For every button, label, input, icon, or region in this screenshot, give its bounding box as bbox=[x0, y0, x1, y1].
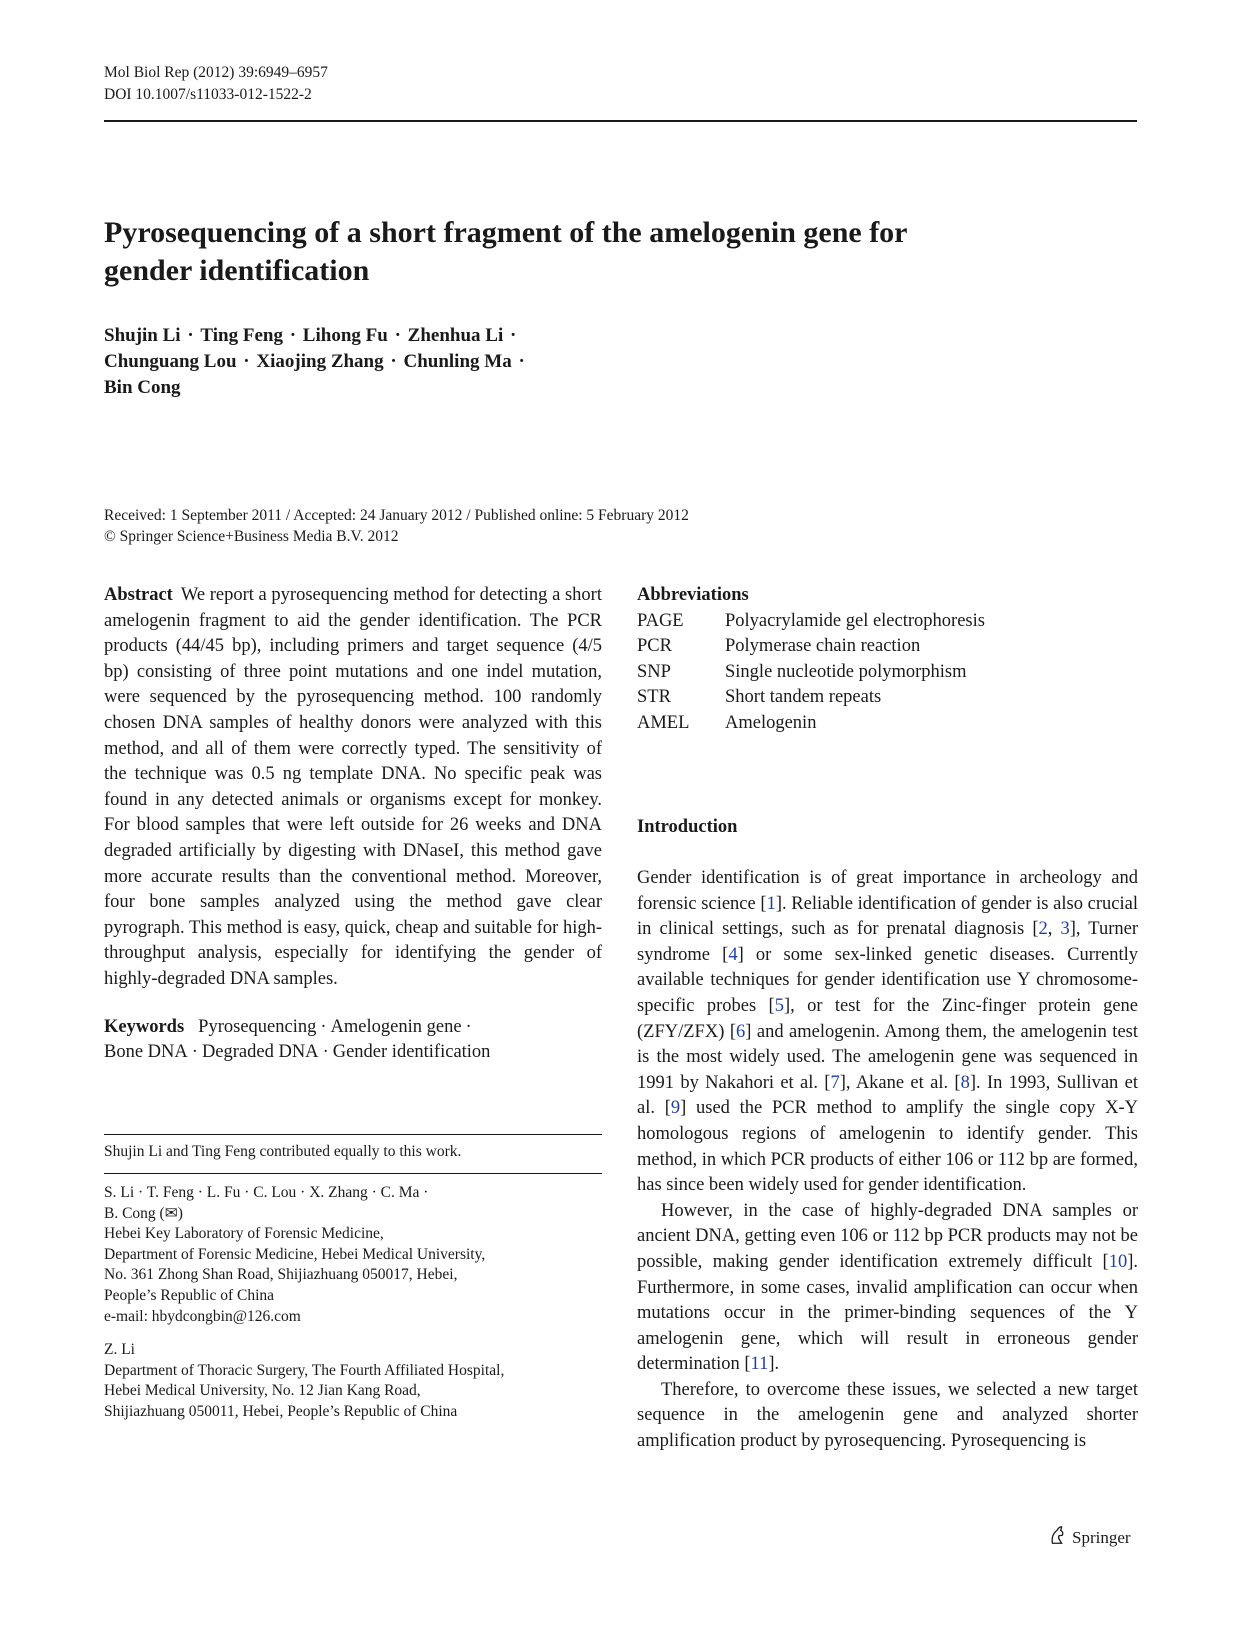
introduction-body bbox=[637, 866, 1138, 1455]
publication-dates bbox=[104, 505, 689, 547]
author-separator: · bbox=[513, 351, 525, 372]
intro-text: However, in the case of highly-degraded DNA samples or ancient DNA, getting even 106 or 112 bp PCR products may not be possible, making gender identification extremely difficult [ bbox=[637, 1200, 1138, 1272]
affiliation-line: Department of Thoracic Surgery, The Fourth Affiliated Hospital, bbox=[104, 1361, 505, 1379]
affiliation-line: People’s Republic of China bbox=[104, 1286, 275, 1304]
author-separator: · bbox=[284, 325, 301, 346]
springer-horse-icon bbox=[1046, 1524, 1068, 1551]
footnote-rule bbox=[104, 1173, 602, 1174]
affiliation-line: Shijiazhuang 050011, Hebei, People’s Republic of China bbox=[104, 1402, 458, 1420]
affiliation-line: Hebei Key Laboratory of Forensic Medicine, bbox=[104, 1225, 384, 1243]
author-separator: · bbox=[385, 351, 402, 372]
citation-link[interactable]: 3 bbox=[1060, 919, 1070, 940]
intro-text: ]. Furthermore, in some cases, invalid amplification can occur when mutations occur in the primer-binding sequences of the Y amelogenin gene, which will result in erroneous gender determination [ bbox=[637, 1251, 1138, 1375]
left-column bbox=[104, 583, 602, 1066]
author-name: Zhenhua Li bbox=[407, 325, 504, 346]
abstract bbox=[104, 583, 602, 993]
paper-title: Pyrosequencing of a short fragment of the amelogenin gene for gender identification bbox=[104, 216, 907, 287]
author-name: Shujin Li bbox=[104, 325, 181, 346]
affiliation-line: Hebei Medical University, No. 12 Jian Kang Road, bbox=[104, 1382, 421, 1400]
author-name: Chunling Ma bbox=[403, 351, 512, 372]
keyword: Gender identification bbox=[332, 1042, 491, 1063]
equal-contribution-note: Shujin Li and Ting Feng contributed equally to this work. bbox=[104, 1143, 462, 1160]
intro-text: ]. In 1993, Sullivan et al. [ bbox=[637, 1072, 1138, 1119]
abbreviation-row bbox=[637, 685, 985, 711]
footnote-rule bbox=[104, 1134, 602, 1135]
keyword-separator: · bbox=[322, 1042, 329, 1063]
abstract-label: Abstract bbox=[104, 585, 173, 605]
affiliation-line: No. 361 Zhong Shan Road, Shijiazhuang 050017, Hebei, bbox=[104, 1266, 458, 1284]
citation-link[interactable]: 11 bbox=[750, 1354, 769, 1375]
journal-line: Mol Biol Rep (2012) 39:6949–6957 bbox=[104, 64, 328, 81]
affiliation-authors: S. Li · T. Feng · L. Fu · C. Lou · X. Zhang · C. Ma · bbox=[104, 1184, 429, 1201]
keywords bbox=[104, 1015, 602, 1066]
citation-link[interactable]: 4 bbox=[728, 944, 738, 965]
intro-text: , bbox=[1047, 919, 1061, 940]
abbreviations-title: Abbreviations bbox=[637, 585, 749, 605]
intro-text: ] used the PCR method to amplify the single copy X-Y homologous regions of amelogenin to identify gender. This method, in which PCR products of either 106 or 112 bp are formed, has since been widely used for gender identification. bbox=[637, 1098, 1138, 1196]
author-separator: · bbox=[182, 325, 199, 346]
author-name: Xiaojing Zhang bbox=[256, 351, 384, 372]
publisher-name: Springer bbox=[1072, 1527, 1131, 1547]
keyword: Bone DNA bbox=[104, 1042, 188, 1063]
abbreviation-row bbox=[637, 660, 985, 686]
abbreviation-row bbox=[637, 711, 985, 737]
intro-paragraph bbox=[637, 866, 1138, 1199]
author-separator: · bbox=[238, 351, 255, 372]
received-line: Received: 1 September 2011 / Accepted: 24 January 2012 / Published online: 5 February 2012 bbox=[104, 507, 689, 524]
intro-text: ], Turner syndrome [ bbox=[637, 919, 1138, 965]
publisher-logo bbox=[1046, 1524, 1131, 1551]
citation-link[interactable]: 6 bbox=[736, 1021, 746, 1042]
affiliation-block bbox=[104, 1340, 602, 1422]
abbreviation-code: AMEL bbox=[637, 712, 690, 733]
intro-paragraph bbox=[637, 1199, 1138, 1378]
intro-text: ], Akane et al. [ bbox=[839, 1072, 961, 1093]
keywords-label: Keywords bbox=[104, 1016, 185, 1037]
affiliation-block bbox=[104, 1183, 602, 1327]
abbreviations-table bbox=[637, 609, 985, 737]
abbreviation-meaning: Short tandem repeats bbox=[725, 687, 882, 708]
intro-text: ]. Reliable identification of gender is also crucial in clinical settings, such as for prenatal diagnosis [ bbox=[637, 893, 1138, 940]
author-name: Ting Feng bbox=[200, 325, 283, 346]
keyword-separator: · bbox=[320, 1016, 327, 1037]
affiliation-authors: Z. Li bbox=[104, 1341, 135, 1358]
abbreviation-code: PAGE bbox=[637, 610, 684, 631]
corresponding-author: B. Cong (✉) bbox=[104, 1204, 183, 1222]
author-list bbox=[104, 323, 624, 401]
abbreviation-code: STR bbox=[637, 687, 671, 708]
author-name: Bin Cong bbox=[104, 377, 181, 398]
doi-line: DOI 10.1007/s11033-012-1522-2 bbox=[104, 86, 312, 103]
intro-paragraph bbox=[637, 1378, 1138, 1455]
author-name: Lihong Fu bbox=[302, 325, 388, 346]
email-link[interactable]: e-mail: hbydcongbin@126.com bbox=[104, 1307, 301, 1325]
keyword: Amelogenin gene bbox=[330, 1016, 462, 1037]
copyright-line: © Springer Science+Business Media B.V. 2012 bbox=[104, 528, 399, 545]
keyword: Degraded DNA bbox=[201, 1042, 319, 1063]
citation-link[interactable]: 5 bbox=[774, 995, 784, 1016]
abbreviation-meaning: Polyacrylamide gel electrophoresis bbox=[725, 610, 985, 631]
keyword-separator: · bbox=[465, 1016, 472, 1037]
abbreviation-row bbox=[637, 609, 985, 635]
abbreviations-block bbox=[637, 583, 1138, 737]
citation-link[interactable]: 10 bbox=[1108, 1251, 1128, 1272]
abbreviation-meaning: Polymerase chain reaction bbox=[725, 636, 921, 657]
author-separator: · bbox=[389, 325, 406, 346]
intro-text: ], or test for the Zinc-finger protein gene (ZFY/ZFX) [ bbox=[637, 995, 1138, 1042]
abbreviation-meaning: Amelogenin bbox=[725, 712, 817, 733]
intro-text: ] and amelogenin. Among them, the amelogenin test is the most widely used. The amelogenin gene was sequenced in 1991 by Nakahori et al. [ bbox=[637, 1021, 1138, 1093]
introduction-heading: Introduction bbox=[637, 817, 738, 837]
keyword: Pyrosequencing bbox=[198, 1016, 317, 1037]
citation-link[interactable]: 8 bbox=[960, 1072, 970, 1093]
journal-citation bbox=[104, 62, 328, 106]
citation-link[interactable]: 9 bbox=[670, 1098, 681, 1119]
citation-link[interactable]: 2 bbox=[1038, 919, 1048, 940]
header-rule bbox=[104, 120, 1137, 122]
abstract-text: We report a pyrosequencing method for detecting a short amelogenin fragment to aid the gender identification. The PCR products (44/45 bp), including primers and target sequence (4/5 bp) consisting of three point mutations and one indel mutation, were sequenced by the pyrosequencing method. 100 randomly chosen DNA samples of healthy donors were analyzed with this method, and all of them were correctly typed. The sensitivity of the technique was 0.5 ng template DNA. No specific peak was found in any detected animals or organisms except for monkey. For blood samples that were left outside for 26 weeks and DNA degraded artificially by digesting with DNaseI, this method gave more accurate results than the conventional method. Moreover, four bone samples analyzed using the method gave clear pyrograph. This method is easy, quick, cheap and suitable for high-throughput analysis, especially for identifying the gender of highly-degraded DNA samples. bbox=[104, 585, 602, 989]
intro-text: ]. bbox=[768, 1354, 780, 1375]
author-separator: · bbox=[505, 325, 517, 346]
abbreviation-meaning: Single nucleotide polymorphism bbox=[725, 661, 967, 682]
intro-text: Gender identification is of great importance in archeology and forensic science [ bbox=[637, 868, 1138, 914]
abbreviation-row bbox=[637, 634, 985, 660]
affiliation-line: Department of Forensic Medicine, Hebei Medical University, bbox=[104, 1245, 486, 1263]
abbreviation-code: PCR bbox=[637, 636, 672, 657]
keyword-separator: · bbox=[191, 1042, 198, 1063]
abbreviation-code: SNP bbox=[637, 661, 671, 682]
intro-text: ] or some sex-linked genetic diseases. Currently available techniques for gender identification use Y chromosome-specific probes [ bbox=[637, 944, 1139, 1016]
citation-link[interactable]: 1 bbox=[766, 893, 776, 914]
intro-text: Therefore, to overcome these issues, we selected a new target sequence in the amelogenin gene and analyzed shorter amplification product by pyrosequencing. Pyrosequencing is bbox=[637, 1379, 1138, 1452]
author-name: Chunguang Lou bbox=[104, 351, 237, 372]
citation-link[interactable]: 7 bbox=[830, 1072, 840, 1093]
